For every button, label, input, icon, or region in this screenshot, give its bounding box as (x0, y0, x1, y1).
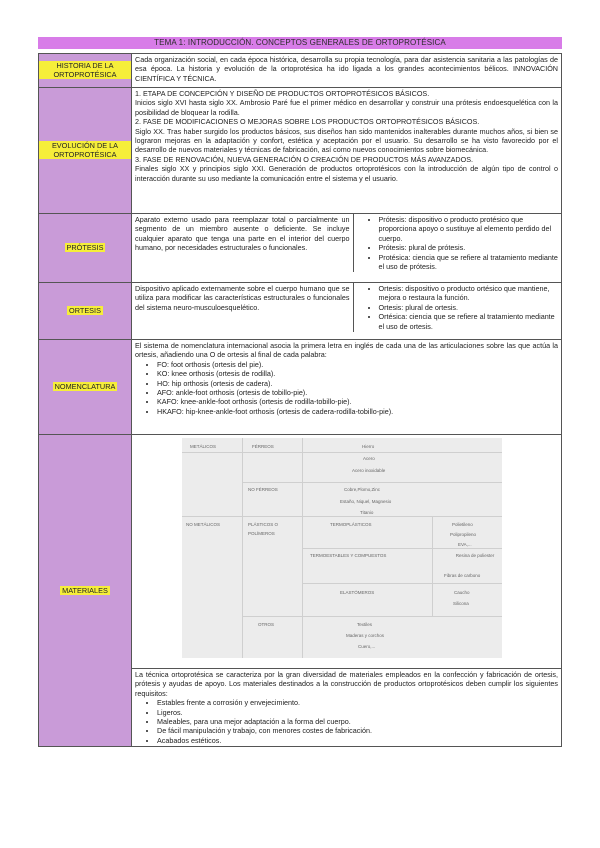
img-termoplasticos: TERMOPLÁSTICOS (330, 522, 372, 527)
content-table (38, 53, 562, 747)
img-eva: EVA,... (458, 542, 472, 547)
evolucion-phase1-heading: 1. ETAPA DE CONCEPCIÓN Y DISEÑO DE PRODUCTOS ORTOPROTÉSICOS BÁSICOS. (135, 89, 430, 98)
img-maderas: Maderas y corchos (346, 633, 385, 638)
img-cobre: Cobre,Plomo,Zinc (344, 487, 381, 492)
nomenclatura-list (135, 360, 558, 416)
list-item: • AFO: ankle-foot orthosis (ortesis de tobillo-pie). (157, 388, 558, 397)
evolucion-phase2-body: Siglo XX. Tras haber surgido los productos básicos, sus diseños han sido mantenidos inalterables durante muchos años, si bien se lograron mejoras en la adaptación y confort, estética y aceptación por el usuario. Su desarrollo se ha visto favorecido por el desarrollo de nuevos materiales y técnicas de fabricación, así como nuevos conocimientos sobre biomecánica. (135, 126, 558, 155)
label-evolucion: EVOLUCIÓN DE LA ORTOPROTÉSICA (39, 141, 131, 159)
list-item: • HO: hip orthosis (ortesis de cadera). (157, 379, 558, 388)
materiales-cell (132, 435, 562, 747)
label-cell-evolucion (39, 88, 132, 214)
img-otros: OTROS (258, 622, 275, 627)
protesis-bullets (353, 214, 561, 272)
list-item: • Ortesis: dispositivo o producto ortésico que mantiene, mejora o restaura la función. (379, 284, 559, 303)
materiales-intro: La técnica ortoprotésica se caracteriza por la gran diversidad de materiales empleados en la confección y fabricación de ortesis, prótesis y ayudas de apoyo. Los materiales destinados a la construcción de productos ortoprotésicos deben cumplir los siguientes requisitos: (135, 670, 558, 698)
nomenclatura-intro: El sistema de nomenclatura internacional asocia la primera letra en inglés de cada una de las articulaciones sobre las que actúa la ortesis, añadiendo una O de ortesis al final de cada palabra: (135, 341, 558, 360)
img-polietileno: Polietileno (452, 522, 473, 527)
evolucion-phase2-heading: 2. FASE DE MODIFICACIONES O MEJORAS SOBRE LOS PRODUCTOS ORTOPROTÉSICOS BÁSICOS. (135, 117, 480, 127)
ortesis-cell (132, 283, 562, 340)
img-acero-inox: Acero inoxidable (352, 468, 386, 473)
row-protesis (39, 214, 562, 283)
page-title: TEMA 1: INTRODUCCIÓN. CONCEPTOS GENERALES DE ORTOPROTÉSICA (38, 37, 562, 49)
materiales-text-area (132, 669, 561, 746)
label-cell-nomenclatura (39, 340, 132, 435)
row-materiales (39, 435, 562, 747)
row-evolucion (39, 88, 562, 214)
protesis-definition: Aparato externo usado para reemplazar total o parcialmente un segmento de un miembro ausente o deficiente. Se incluye cualquier aparato que tenga una parte en el interior del cuerpo humano, por necesidades estructurales o funcionales. (132, 214, 353, 272)
img-polipropileno: Polipropileno (450, 532, 477, 537)
list-item: • De fácil manipulación y trabajo, con menores costes de fabricación. (157, 726, 558, 735)
evolucion-cell (132, 88, 562, 214)
ortesis-subtable (132, 283, 561, 332)
img-ferreos: FÉRREOS (252, 444, 274, 449)
nomenclatura-cell (132, 340, 562, 435)
label-protesis: PRÓTESIS (66, 243, 104, 253)
list-item: • Estables frente a corrosión y envejecimiento. (157, 698, 558, 707)
materiales-image-area (132, 438, 561, 669)
img-caucho: Caucho (454, 590, 470, 595)
img-elastomeros: ELASTÓMEROS (340, 590, 375, 595)
img-no-metalicos: NO METÁLICOS (186, 522, 221, 527)
img-estano: Estaño, Niquel, Magnesio (340, 499, 392, 504)
evolucion-phase3-heading: 3. FASE DE RENOVACIÓN, NUEVA GENERACIÓN O CREACIÓN DE PRODUCTOS MÁS AVANZADOS. (135, 154, 474, 164)
list-item: • Ortésica: ciencia que se refiere al tratamiento mediante el uso de ortesis. (379, 312, 559, 331)
list-item: • Acabados estéticos. (157, 736, 558, 745)
list-item: • Prótesis: plural de prótesis. (379, 243, 559, 252)
row-nomenclatura (39, 340, 562, 435)
img-no-ferreos: NO FÉRREOS (248, 487, 278, 492)
img-plasticos: PLÁSTICOS O POLÍMEROS (248, 522, 279, 537)
document-page (38, 37, 562, 747)
list-item: • Protésica: ciencia que se refiere al tratamiento mediante el uso de prótesis. (379, 253, 559, 272)
img-cuero: Cuero,... (358, 644, 376, 649)
img-fibras: Fibras de carbono (444, 573, 481, 578)
list-item: • KO: knee orthosis (ortesis de rodilla). (157, 369, 558, 378)
list-item: • Ligeros. (157, 708, 558, 717)
ortesis-list (357, 284, 559, 331)
materials-classification-image (182, 438, 502, 658)
img-acero: Acero (363, 456, 375, 461)
label-cell-materiales (39, 435, 132, 747)
img-textiles: Textiles (357, 622, 373, 627)
img-titanio: Titanio (360, 510, 374, 515)
protesis-cell (132, 214, 562, 283)
row-historia (39, 54, 562, 88)
list-item: • FO: foot orthosis (ortesis del pie). (157, 360, 558, 369)
label-cell-protesis (39, 214, 132, 283)
evolucion-phase1-body: Inicios siglo XVI hasta siglo XX. Ambrosio Paré fue el primer médico en desarrollar y construir una prótesis endoesquelética con la posibilidad de bloquear la rodilla. (135, 98, 558, 117)
label-nomenclatura: NOMENCLATURA (54, 382, 116, 392)
historia-text: Cada organización social, en cada época histórica, desarrolla su propia tecnología, para dar asistencia sanitaria a las patologías de esa época. La historia y evolución de la ortoprotésica ha ido ligada a los grandes acontecimientos bélicos. INNOVACIÓN CIENTÍFICA Y TÉCNICA. (132, 54, 562, 88)
img-metalicos: METÁLICOS (190, 444, 217, 449)
protesis-list (357, 215, 559, 271)
list-item: • KAFO: knee-ankle-foot orthosis (ortesis de rodilla-tobillo-pie). (157, 397, 558, 406)
evolucion-phase3-body: Finales siglo XX y principios siglo XXI. Generación de productos ortoprotésicos con la introducción de algún tipo de control o interacción durante su uso mediante la comunicación entre el sistema y el usuario. (135, 164, 558, 183)
row-ortesis (39, 283, 562, 340)
list-item: • HKAFO: hip-knee-ankle-foot orthosis (ortesis de cadera-rodilla-tobillo-pie). (157, 407, 558, 416)
list-item: • Maleables, para una mejor adaptación a la forma del cuerpo. (157, 717, 558, 726)
list-item: • Prótesis: dispositivo o producto protésico que proporciona apoyo o sustituye al elemento perdido del cuerpo. (379, 215, 559, 243)
protesis-subtable (132, 214, 561, 272)
list-item: • Ortesis: plural de ortesis. (379, 303, 559, 312)
ortesis-bullets (353, 283, 561, 332)
img-silicona: Silicona (453, 601, 469, 606)
label-cell-historia (39, 54, 132, 88)
img-hierro: Hierro (362, 444, 375, 449)
label-historia: HISTORIA DE LA ORTOPROTÉSICA (39, 61, 131, 79)
ortesis-definition: Dispositivo aplicado externamente sobre el cuerpo humano que se utiliza para modificar las características estructurales o funcionales del sistema neuro-musculoesquelético. (132, 283, 353, 332)
label-cell-ortesis (39, 283, 132, 340)
label-ortesis: ORTESIS (69, 306, 101, 316)
materiales-requisitos-list (135, 698, 558, 745)
label-materiales: MATERIALES (62, 585, 108, 595)
img-resina: Resina de poliester (455, 553, 495, 558)
img-termoestables: TERMOESTABLES Y COMPUESTOS (310, 553, 387, 558)
